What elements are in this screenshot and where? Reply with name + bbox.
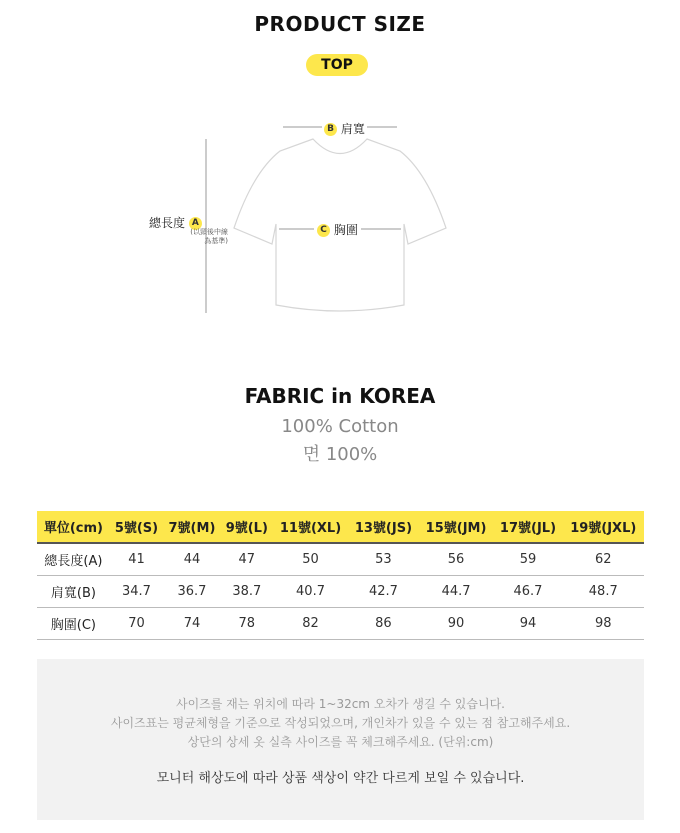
header-cell: 7號(M) <box>163 511 221 543</box>
table-cell: 44.7 <box>419 576 494 608</box>
table-cell: 46.7 <box>493 576 562 608</box>
notice-line-3: 상단의 상세 옷 실측 사이즈를 꼭 체크해주세요. (단위:cm) <box>187 735 494 749</box>
length-note-line2: 為基準) <box>204 237 228 245</box>
shoulder-text: 肩寬 <box>340 122 365 136</box>
fabric-line-1: 100% Cotton <box>281 416 399 437</box>
header-cell: 11號(XL) <box>273 511 348 543</box>
notice-line-1: 사이즈를 재는 위치에 따라 1~32cm 오차가 생길 수 있습니다. <box>175 697 505 711</box>
notice-box <box>37 659 644 820</box>
table-cell: 70 <box>110 608 163 640</box>
shoulder-label <box>322 120 367 137</box>
table-cell: 36.7 <box>163 576 221 608</box>
badge-c: C <box>317 224 330 237</box>
table-cell: 38.7 <box>221 576 273 608</box>
row-label: 肩寬(B) <box>37 576 110 608</box>
table-cell: 78 <box>221 608 273 640</box>
table-row <box>37 576 644 608</box>
notice-line-4: 모니터 해상도에 따라 상품 색상이 약간 다르게 보일 수 있습니다. <box>156 771 525 786</box>
length-text: 總長度 <box>149 216 186 230</box>
table-cell: 42.7 <box>348 576 418 608</box>
header-cell: 15號(JM) <box>419 511 494 543</box>
table-cell: 40.7 <box>273 576 348 608</box>
table-cell: 48.7 <box>563 576 644 608</box>
badge-b: B <box>324 123 337 136</box>
table-row <box>37 608 644 640</box>
table-cell: 86 <box>348 608 418 640</box>
fabric-title: FABRIC in KOREA <box>244 384 436 408</box>
length-note <box>178 228 228 246</box>
table-header-row <box>37 511 644 543</box>
table-cell: 82 <box>273 608 348 640</box>
size-table <box>37 511 644 640</box>
table-cell: 34.7 <box>110 576 163 608</box>
length-note-line1: (以頸後中線 <box>190 228 228 236</box>
table-cell: 56 <box>419 543 494 576</box>
table-cell: 62 <box>563 543 644 576</box>
chest-label <box>314 221 361 238</box>
table-row <box>37 543 644 576</box>
notice-line-2: 사이즈표는 평균체형을 기준으로 작성되었으며, 개인차가 있을 수 있는 점 참고해주세요. <box>110 716 571 730</box>
category-tab[interactable]: TOP <box>306 54 368 76</box>
table-cell: 50 <box>273 543 348 576</box>
table-cell: 44 <box>163 543 221 576</box>
header-cell: 19號(JXL) <box>563 511 644 543</box>
badge-a: A <box>189 217 202 230</box>
table-cell: 74 <box>163 608 221 640</box>
table-cell: 47 <box>221 543 273 576</box>
header-cell: 13號(JS) <box>348 511 418 543</box>
table-cell: 59 <box>493 543 562 576</box>
header-cell: 單位(cm) <box>37 511 110 543</box>
chest-text: 胸圍 <box>333 223 358 237</box>
table-cell: 90 <box>419 608 494 640</box>
table-cell: 98 <box>563 608 644 640</box>
header-cell: 9號(L) <box>221 511 273 543</box>
row-label: 總長度(A) <box>37 543 110 576</box>
shirt-diagram <box>0 0 680 340</box>
table-cell: 53 <box>348 543 418 576</box>
page-title: PRODUCT SIZE <box>254 12 426 36</box>
header-cell: 5號(S) <box>110 511 163 543</box>
header-cell: 17號(JL) <box>493 511 562 543</box>
fabric-line-2: 면 100% <box>302 444 378 465</box>
row-label: 胸圍(C) <box>37 608 110 640</box>
table-cell: 94 <box>493 608 562 640</box>
table-cell: 41 <box>110 543 163 576</box>
